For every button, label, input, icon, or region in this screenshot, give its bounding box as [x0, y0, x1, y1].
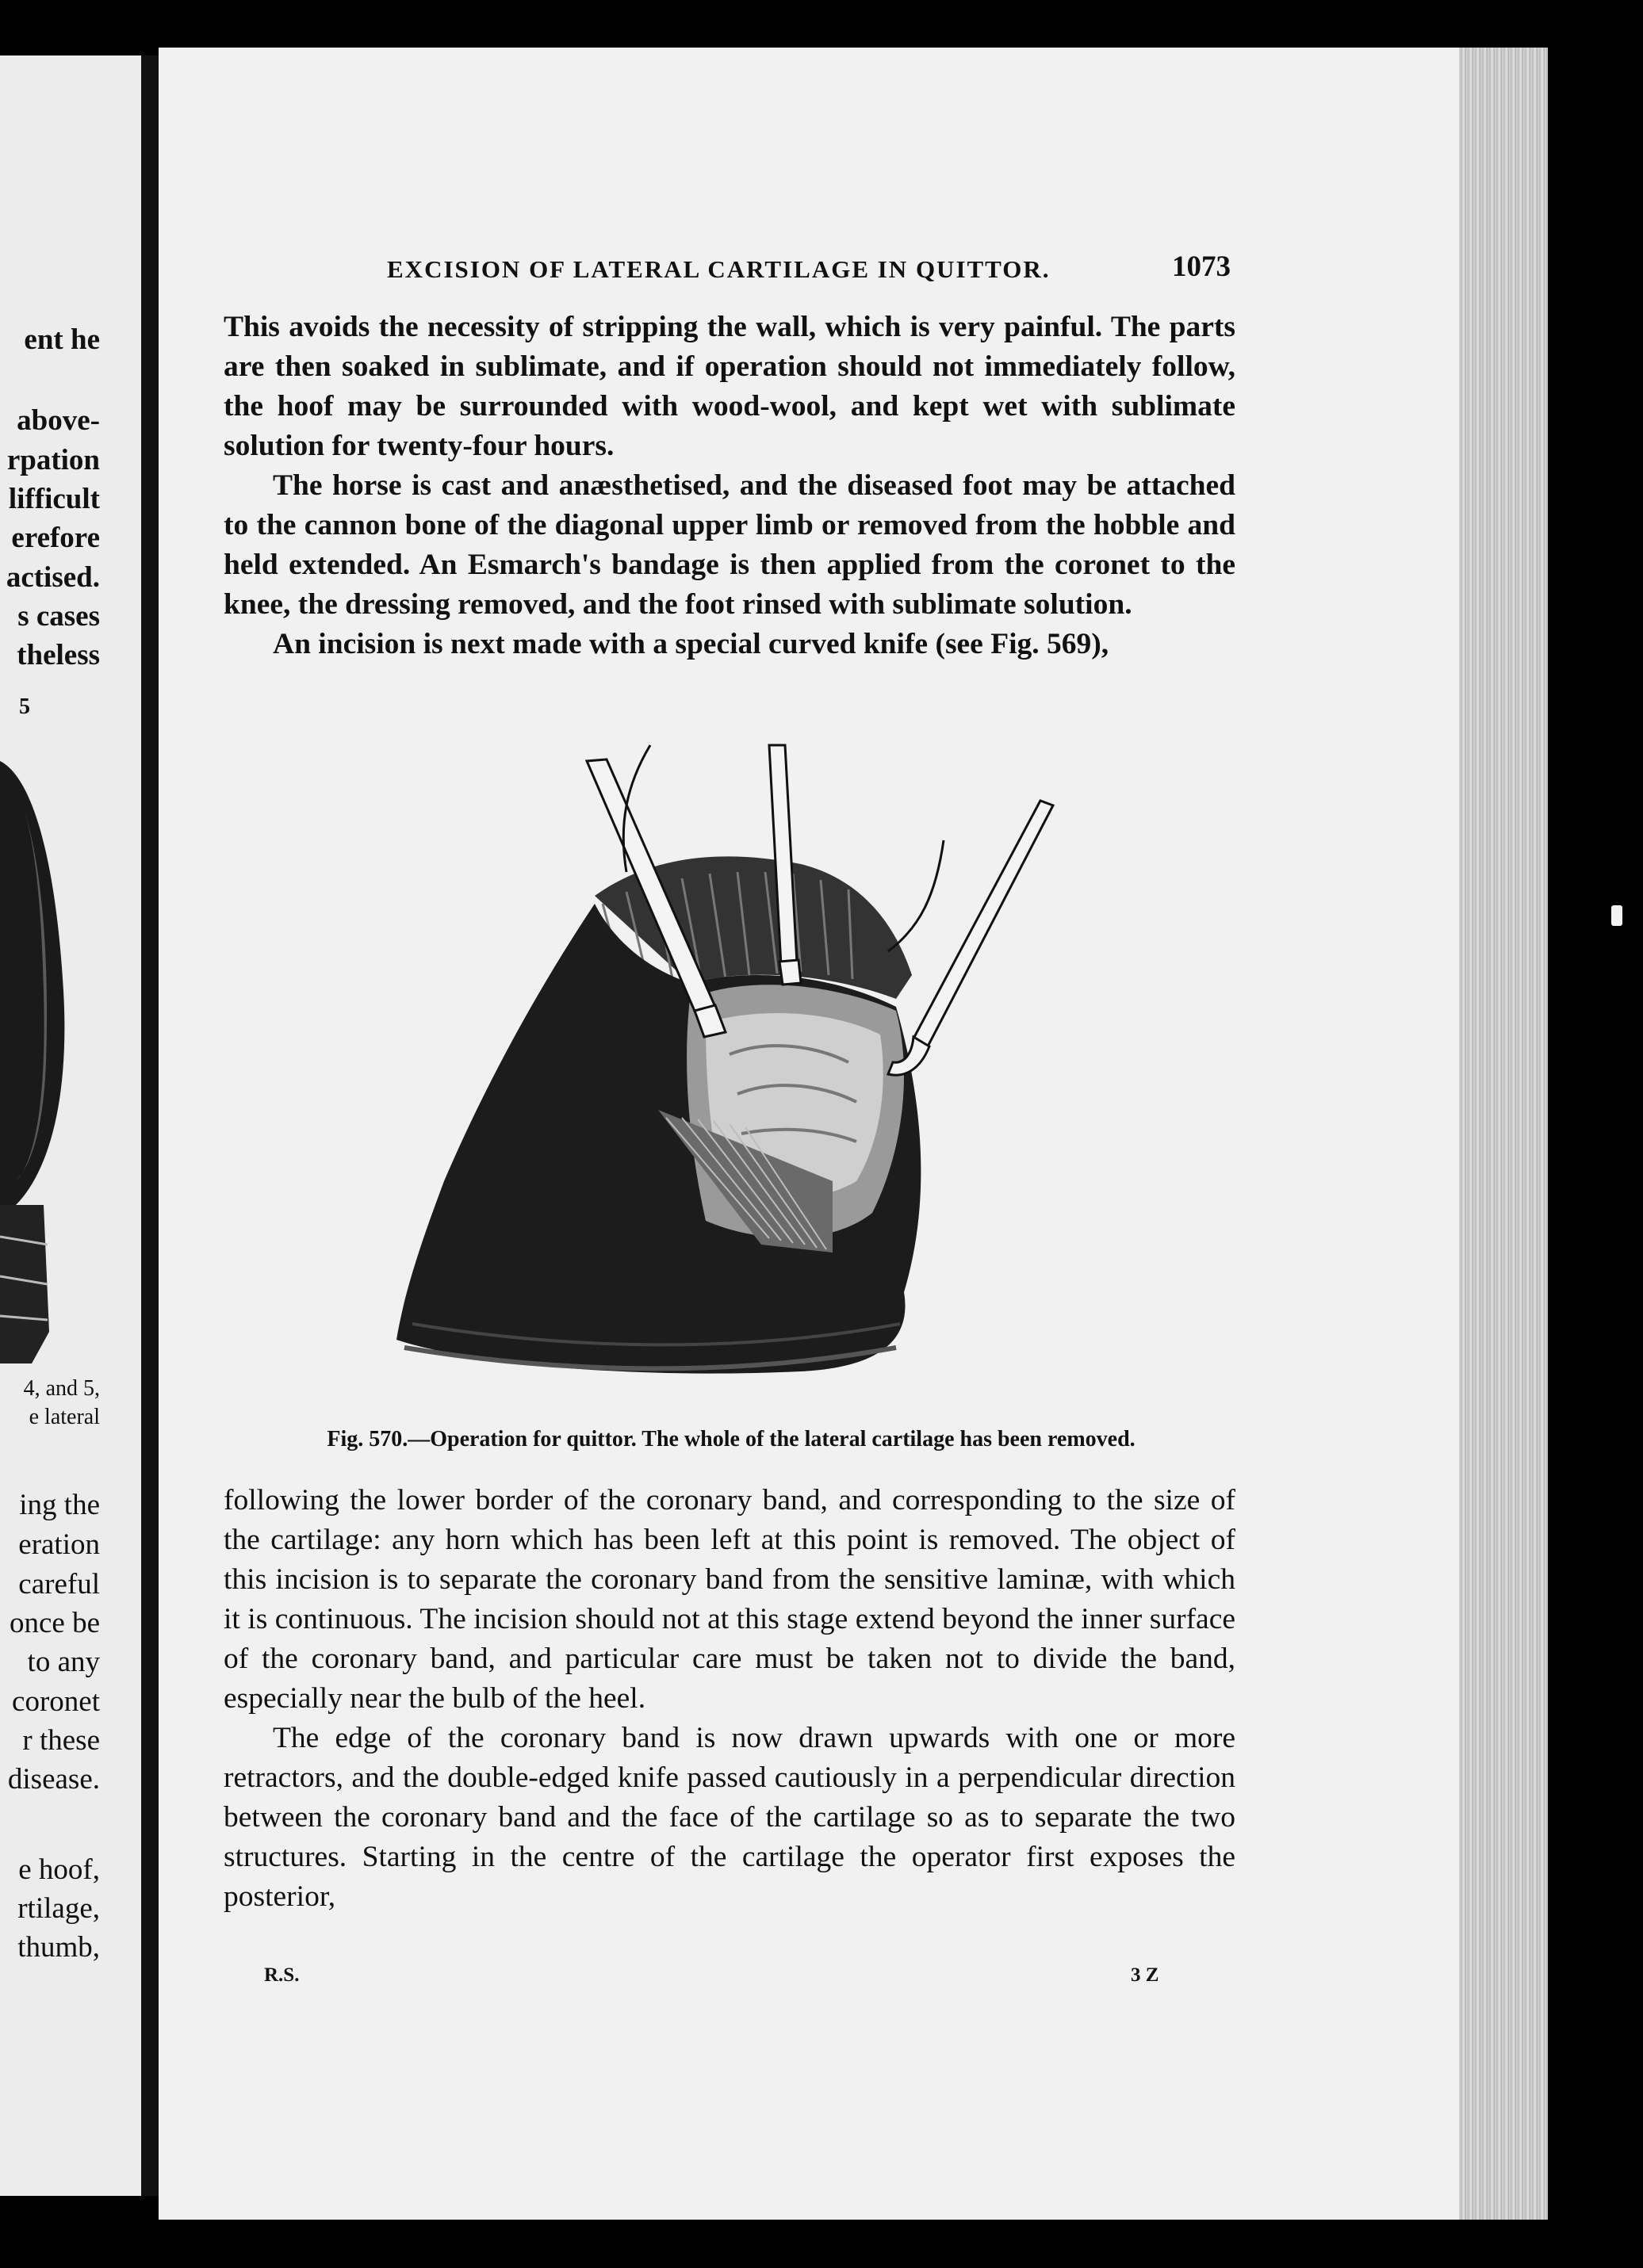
hoof-engraving [389, 737, 1086, 1419]
left-line: eration [18, 1528, 100, 1561]
paragraph: The horse is cast and anæsthetised, and the diseased foot may be attached to the cannon bone of the diagonal upper limb or removed from the hobble and held extended. An Esmarch's bandage is then applied from the coronet to the knee, the dressing removed, and the foot rinsed with sublimate solution. [224, 469, 1235, 621]
paragraph: following the lower border of the coronary band, and corresponding to the size of the cartilage: any horn which has been left at this point is removed. The object of this incision is to separate the coronary band from the sensitive laminæ, with which it is continuous. The incision should not at this stage extend beyond the inner surface of the coronary band, and particular care must be taken not to divide the band, especially near the bulb of the heel. [224, 1484, 1235, 1715]
left-facing-page [0, 55, 141, 2196]
body-text-bottom [224, 1481, 1235, 1917]
left-line: disease. [7, 1763, 100, 1796]
left-line: rpation [6, 444, 100, 476]
left-line: coronet [12, 1685, 100, 1718]
left-line: once be [9, 1607, 100, 1639]
paragraph: This avoids the necessity of stripping the wall, which is very painful. The parts are then soaked in sublimate, and if operation should not immediately follow, the hoof may be surrounded with wood-wool, and kept wet with sublimate solution for twenty-four hours. [224, 311, 1235, 462]
paragraph: The edge of the coronary band is now drawn upwards with one or more retractors, and the double-edged knife passed cautiously in a perpendicular direction between the coronary band and the face of the cartilage so as to separate the two structures. Starting in the centre of the cartilage the operator first exposes the posterior, [224, 1722, 1235, 1913]
signature-mark: R.S. [264, 1964, 300, 1986]
left-line: above- [17, 404, 100, 437]
figure-hoof-illustration [389, 737, 1086, 1419]
left-caption-line: e lateral [29, 1405, 100, 1429]
left-caption-line: 4, and 5, [23, 1376, 100, 1401]
left-line: s cases [17, 600, 100, 633]
left-line: careful [18, 1568, 100, 1601]
left-line: ent he [24, 323, 100, 356]
paragraph: An incision is next made with a special curved knife (see Fig. 569), [273, 628, 1109, 660]
gathering-signature: 3 Z [1131, 1964, 1159, 1986]
left-line: thumb, [17, 1931, 100, 1964]
running-head: EXCISION OF LATERAL CARTILAGE IN QUITTOR. [387, 255, 1051, 283]
edge-mark [1611, 905, 1622, 926]
left-line: rtilage, [17, 1892, 100, 1925]
retractor-right [888, 801, 1053, 1075]
left-instrument-illustration [0, 729, 141, 1403]
left-line: e hoof, [18, 1853, 100, 1886]
left-line: erefore [11, 522, 100, 554]
figure-caption: Fig. 570.—Operation for quittor. The whole of the lateral cartilage has been removed. [327, 1427, 1136, 1451]
left-line: theless [17, 639, 100, 671]
body-text-top [224, 308, 1235, 664]
left-line: lifficult [8, 483, 100, 515]
left-line: actised. [6, 561, 100, 594]
left-line: ing the [19, 1489, 100, 1521]
left-line: r these [22, 1724, 100, 1757]
left-line: to any [27, 1646, 100, 1678]
page-edges [1459, 48, 1548, 2220]
page-number: 1073 [1172, 251, 1231, 283]
left-fig-number: 5 [19, 694, 30, 719]
